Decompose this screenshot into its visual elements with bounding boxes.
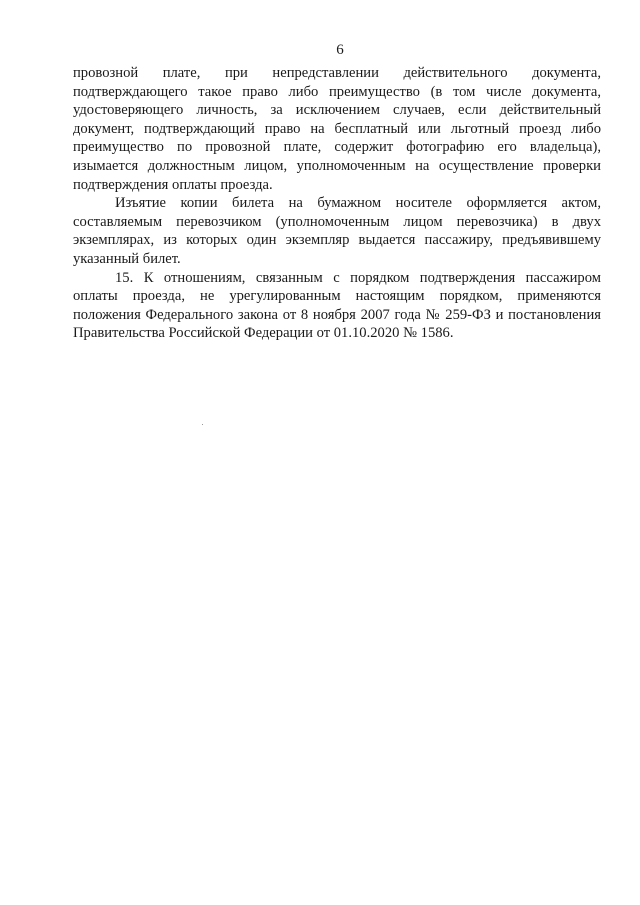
paragraph-continuation: провозной плате, при непредставлении действительного документа, подтверждающего такое право либо преимущество (в том числе документа, удостоверяющего личность, за исключением случаев, если действительный документ, подтверждающий право на бесплатный или льготный проезд либо преимущество по провозной плате, содержит фотографию его владельца), изымается должностным лицом, уполномоченным на осуществление проверки подтверждения оплаты проезда. xyxy=(73,65,601,193)
page-number: 6 xyxy=(336,42,344,58)
paragraph-ticket-copy-seizure: Изъятие копии билета на бумажном носителе оформляется актом, составляемым перевозчиком (уполномоченным лицом перевозчика) в двух экземплярах, из которых один экземпляр выдается пассажиру, предъявившему указанный билет. xyxy=(73,195,601,267)
paragraph-item-15: 15. К отношениям, связанным с порядком подтверждения пассажиром оплаты проезда, не урегулированным настоящим порядком, применяются положения Федерального закона от 8 ноября 2007 года № 259-ФЗ и постановления Правительства Российской Федерации от 01.10.2020 № 1586. xyxy=(73,269,601,342)
scan-dot xyxy=(202,424,203,425)
document-body xyxy=(73,64,601,343)
